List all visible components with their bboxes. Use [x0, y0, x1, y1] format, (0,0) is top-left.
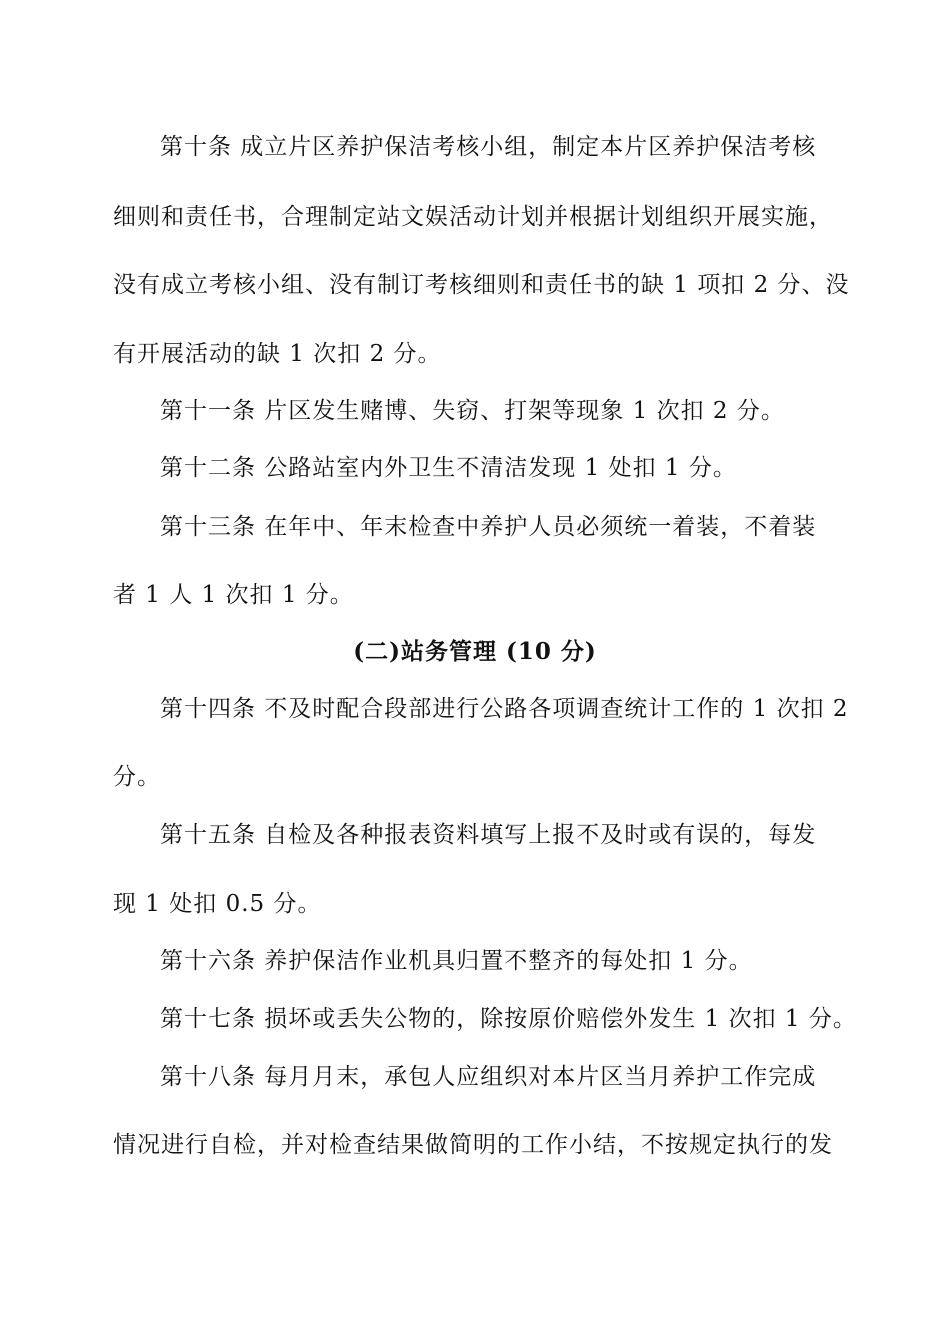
article-14-line-1: 第十四条 不及时配合段部进行公路各项调查统计工作的 1 次扣 2	[160, 696, 849, 722]
article-15-line-1: 第十五条 自检及各种报表资料填写上报不及时或有误的，每发	[160, 822, 817, 848]
article-10-line-3: 没有成立考核小组、没有制订考核细则和责任书的缺 1 项扣 2 分、没	[113, 272, 850, 298]
article-17-line-1: 第十七条 损坏或丢失公物的，除按原价赔偿外发生 1 次扣 1 分。	[160, 1006, 857, 1032]
article-18-line-2: 情况进行自检，并对检查结果做简明的工作小结，不按规定执行的发	[113, 1132, 833, 1158]
article-10-line-2: 细则和责任书，合理制定站文娱活动计划并根据计划组织开展实施，	[113, 204, 833, 230]
section-heading: (二)站务管理 (10 分)	[353, 638, 597, 665]
article-13-line-1: 第十三条 在年中、年末检查中养护人员必须统一着装，不着装	[160, 514, 817, 540]
article-10-line-1: 第十条 成立片区养护保洁考核小组，制定本片区养护保洁考核	[160, 134, 817, 160]
article-16-line-1: 第十六条 养护保洁作业机具归置不整齐的每处扣 1 分。	[160, 948, 753, 974]
article-18-line-1: 第十八条 每月月末，承包人应组织对本片区当月养护工作完成	[160, 1064, 817, 1090]
article-10-line-4: 有开展活动的缺 1 次扣 2 分。	[113, 341, 442, 367]
article-13-line-2: 者 1 人 1 次扣 1 分。	[113, 582, 354, 608]
article-11-line-1: 第十一条 片区发生赌博、失窃、打架等现象 1 次扣 2 分。	[160, 398, 785, 424]
article-14-line-2: 分。	[113, 764, 161, 790]
article-15-line-2: 现 1 处扣 0.5 分。	[113, 891, 322, 917]
article-12-line-1: 第十二条 公路站室内外卫生不清洁发现 1 处扣 1 分。	[160, 455, 737, 481]
